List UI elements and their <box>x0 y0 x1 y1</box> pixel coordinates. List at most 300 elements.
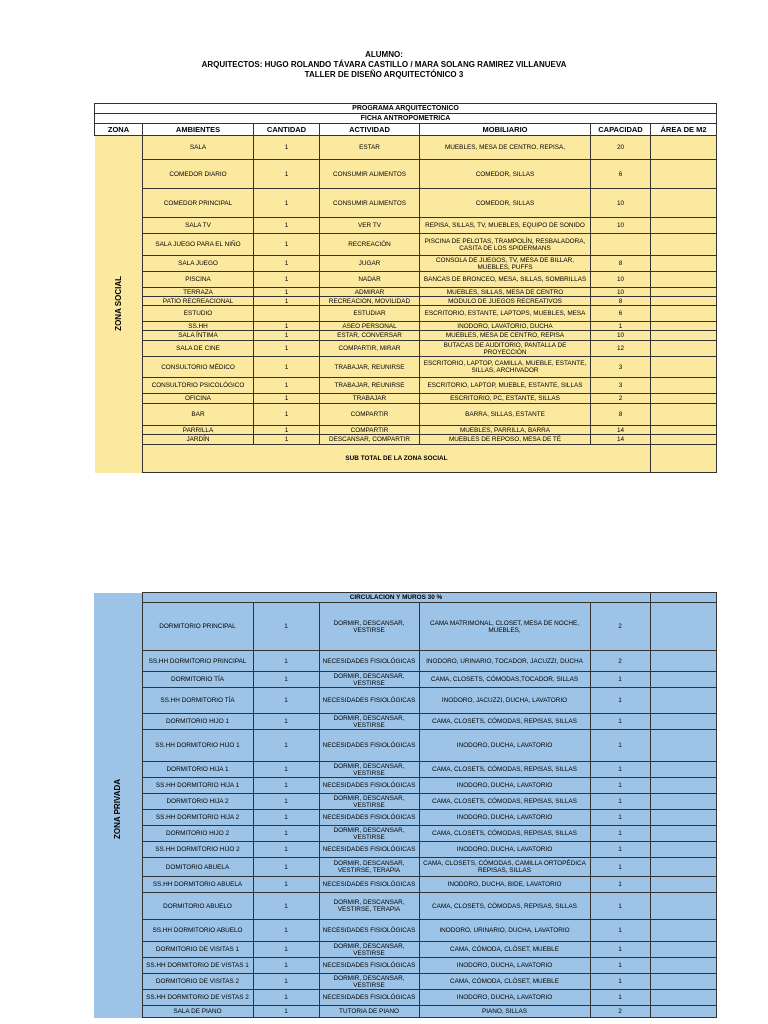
cantidad-cell: 1 <box>253 810 319 826</box>
ambiente-cell: CONSULTORIO PSICOLÓGICO <box>143 378 254 394</box>
actividad-cell: NECESIDADES FISIOLÓGICAS <box>319 990 419 1006</box>
actividad-cell: DORMIR, DESCANSAR, VESTIRSE <box>319 603 419 651</box>
table-row <box>94 826 716 842</box>
table-row <box>94 778 716 794</box>
area-cell <box>650 778 716 794</box>
ambiente-cell: ESTUDIO <box>143 306 254 322</box>
mobiliario-cell: CAMA, CÓMODA, CLÓSET, MUEBLE <box>419 974 590 990</box>
ambiente-cell: SS.HH DORMITORIO PRINCIPAL <box>142 651 253 672</box>
cantidad-cell: 1 <box>253 858 319 877</box>
actividad-cell: VER TV <box>320 218 420 234</box>
col-zona: ZONA <box>95 124 143 136</box>
actividad-cell: TRABAJAR <box>320 394 420 404</box>
capacidad-cell: 1 <box>590 958 650 974</box>
table-row <box>94 974 716 990</box>
capacidad-cell: 6 <box>591 160 651 189</box>
table-row <box>95 341 717 357</box>
cantidad-cell: 1 <box>254 322 320 331</box>
capacidad-cell: 1 <box>590 974 650 990</box>
mobiliario-cell: INODORO, DUCHA, LAVATORIO <box>419 730 590 762</box>
actividad-cell: RECREACION, MOVILIDAD <box>320 297 420 306</box>
capacidad-cell: 14 <box>591 435 651 445</box>
zone-label: ZONA SOCIAL <box>113 275 123 331</box>
table-row <box>94 893 716 920</box>
table-row <box>94 858 716 877</box>
ambiente-cell: DORMITORIO PRINCIPAL <box>142 603 253 651</box>
table-row <box>95 297 717 306</box>
cantidad-cell: 1 <box>253 826 319 842</box>
capacidad-cell: 1 <box>590 920 650 942</box>
actividad-cell: NECESIDADES FISIOLÓGICAS <box>319 877 419 893</box>
area-cell <box>651 341 717 357</box>
capacidad-cell: 1 <box>590 877 650 893</box>
actividad-cell: TRABAJAR, REUNIRSE <box>320 378 420 394</box>
zone-label: ZONA PRIVADA <box>113 779 123 839</box>
capacidad-cell: 2 <box>590 1006 650 1018</box>
area-cell <box>650 877 716 893</box>
cantidad-cell: 1 <box>253 842 319 858</box>
capacidad-cell: 1 <box>590 672 650 688</box>
cantidad-cell: 1 <box>254 136 320 160</box>
table-row <box>95 306 717 322</box>
cantidad-cell: 1 <box>253 651 319 672</box>
actividad-cell: NECESIDADES FISIOLÓGICAS <box>319 958 419 974</box>
cantidad-cell: 1 <box>253 893 319 920</box>
actividad-cell: ASEO PERSONAL <box>320 322 420 331</box>
cantidad-cell: 1 <box>253 778 319 794</box>
ambiente-cell: SS.HH DORMITORIO HIJA 1 <box>142 778 253 794</box>
capacidad-cell: 2 <box>591 394 651 404</box>
cantidad-cell <box>254 306 320 322</box>
cantidad-cell: 1 <box>254 378 320 394</box>
cantidad-cell: 1 <box>254 357 320 378</box>
capacidad-cell: 1 <box>590 714 650 730</box>
cantidad-cell: 1 <box>253 1006 319 1018</box>
ambiente-cell: COMEDOR PRINCIPAL <box>143 189 254 218</box>
mobiliario-cell: INODORO, URINARIO, TOCADOR, JACUZZI, DUCHA <box>419 651 590 672</box>
area-cell <box>650 826 716 842</box>
actividad-cell: CONSUMIR ALIMENTOS <box>320 160 420 189</box>
capacidad-cell: 10 <box>591 189 651 218</box>
table-row <box>94 762 716 778</box>
capacidad-cell: 1 <box>590 688 650 714</box>
table-row <box>95 218 717 234</box>
mobiliario-cell: INODORO, DUCHA, LAVATORIO <box>419 842 590 858</box>
area-cell <box>650 920 716 942</box>
table-row <box>94 958 716 974</box>
actividad-cell: RECREACIÓN <box>320 234 420 256</box>
table-row <box>94 730 716 762</box>
capacidad-cell: 1 <box>590 778 650 794</box>
capacidad-cell: 8 <box>591 404 651 426</box>
ambiente-cell: DORMITORIO HIJA 1 <box>142 762 253 778</box>
cantidad-cell: 1 <box>254 426 320 435</box>
subtotal-row <box>95 445 717 473</box>
area-cell <box>650 794 716 810</box>
circulation-row <box>94 593 716 603</box>
actividad-cell: DORMIR, DESCANSAR, VESTIRSE <box>319 794 419 810</box>
capacidad-cell: 1 <box>590 762 650 778</box>
ambiente-cell: OFICINA <box>143 394 254 404</box>
mobiliario-cell: INODORO, DUCHA, LAVATORIO <box>419 958 590 974</box>
actividad-cell: DORMIR, DESCANSAR, VESTIRSE <box>319 714 419 730</box>
ambiente-cell: DORMITORIO TÍA <box>142 672 253 688</box>
capacidad-cell: 8 <box>591 297 651 306</box>
mobiliario-cell: CAMA, CLOSETS, CÓMODAS, REPISAS, SILLAS <box>419 714 590 730</box>
capacidad-cell: 6 <box>591 306 651 322</box>
architects-line: ARQUITECTOS: HUGO ROLANDO TÁVARA CASTILLO / MARA SOLANG RAMIREZ VILLANUEVA <box>201 60 567 69</box>
capacidad-cell: 20 <box>591 136 651 160</box>
actividad-cell: NECESIDADES FISIOLÓGICAS <box>319 810 419 826</box>
area-cell <box>650 651 716 672</box>
capacidad-cell: 1 <box>590 990 650 1006</box>
area-cell <box>651 378 717 394</box>
mobiliario-cell: MUEBLES, MESA DE CENTRO, REPISA, <box>420 136 591 160</box>
ambiente-cell: DORMITORIO HIJO 2 <box>142 826 253 842</box>
table-row <box>95 136 717 160</box>
table-row <box>94 603 716 651</box>
area-cell <box>651 234 717 256</box>
mobiliario-cell: MUEBLES DE REPOSO, MESA DE TÉ <box>420 435 591 445</box>
table-row <box>94 877 716 893</box>
table-row <box>94 990 716 1006</box>
area-cell <box>651 331 717 341</box>
area-cell <box>651 189 717 218</box>
cantidad-cell: 1 <box>253 603 319 651</box>
cantidad-cell: 1 <box>253 958 319 974</box>
area-cell <box>650 603 716 651</box>
mobiliario-cell: CAMA, CLOSETS, CÓMODAS, REPISAS, SILLAS <box>419 794 590 810</box>
capacidad-cell: 2 <box>590 651 650 672</box>
ambiente-cell: DOMITORIO ABUELA <box>142 858 253 877</box>
actividad-cell: NECESIDADES FISIOLÓGICAS <box>319 730 419 762</box>
mobiliario-cell: INODORO, DUCHA, LAVATORIO <box>419 778 590 794</box>
table-row <box>95 322 717 331</box>
table-row <box>95 234 717 256</box>
area-cell <box>651 306 717 322</box>
cantidad-cell: 1 <box>253 730 319 762</box>
ambiente-cell: SS.HH DORMITORIO DE VISTAS 2 <box>142 990 253 1006</box>
cantidad-cell: 1 <box>253 990 319 1006</box>
cantidad-cell: 1 <box>254 272 320 288</box>
area-cell <box>650 714 716 730</box>
actividad-cell: DESCANSAR, COMPARTIR <box>320 435 420 445</box>
ambiente-cell: DORMITORIO ABUELO <box>142 893 253 920</box>
student-label: ALUMNO: <box>365 50 403 59</box>
mobiliario-cell: BARRA, SILLAS, ESTANTE <box>420 404 591 426</box>
mobiliario-cell: BANCAS DE BRONCEO, MESA, SILLAS, SOMBRILLAS <box>420 272 591 288</box>
ambiente-cell: DORMITORIO HIJA 2 <box>142 794 253 810</box>
subtotal-label: SUB TOTAL DE LA ZONA SOCIAL <box>143 445 651 473</box>
actividad-cell: DORMIR, DESCANSAR, VESTIRSE <box>319 826 419 842</box>
header <box>0 50 768 80</box>
mobiliario-cell: CAMA, CLOSETS, CÓMODAS,TOCADOR, SILLAS <box>419 672 590 688</box>
actividad-cell: DORMIR, DESCANSAR, VESTIRSE <box>319 672 419 688</box>
ambiente-cell: SS.HH DORMITORIO ABUELO <box>142 920 253 942</box>
ambiente-cell: SALA TV <box>143 218 254 234</box>
table-row <box>94 842 716 858</box>
table-row <box>95 404 717 426</box>
col-cantidad: CANTIDAD <box>254 124 320 136</box>
table-row <box>94 651 716 672</box>
col-mobiliario: MOBILIARIO <box>420 124 591 136</box>
ambiente-cell: SS.HH DORMITORIO HIJA 2 <box>142 810 253 826</box>
area-cell <box>650 974 716 990</box>
area-cell <box>651 297 717 306</box>
actividad-cell: COMPARTIR, MIRAR <box>320 341 420 357</box>
ambiente-cell: DORMITORIO DE VISITAS 2 <box>142 974 253 990</box>
cantidad-cell: 1 <box>254 218 320 234</box>
capacidad-cell: 10 <box>591 272 651 288</box>
actividad-cell: JUGAR <box>320 256 420 272</box>
area-cell <box>650 958 716 974</box>
area-cell <box>650 1006 716 1018</box>
ambiente-cell: SS.HH DORMITORIO DE VISTAS 1 <box>142 958 253 974</box>
area-cell <box>650 858 716 877</box>
area-cell <box>651 256 717 272</box>
actividad-cell: NECESIDADES FISIOLÓGICAS <box>319 688 419 714</box>
area-cell <box>650 672 716 688</box>
cantidad-cell: 1 <box>253 688 319 714</box>
actividad-cell: NECESIDADES FISIOLÓGICAS <box>319 920 419 942</box>
capacidad-cell: 12 <box>591 341 651 357</box>
cantidad-cell: 1 <box>253 974 319 990</box>
actividad-cell: NECESIDADES FISIOLÓGICAS <box>319 651 419 672</box>
table-row <box>95 435 717 445</box>
table-row <box>95 272 717 288</box>
area-cell <box>651 426 717 435</box>
capacidad-cell: 3 <box>591 357 651 378</box>
mobiliario-cell: CAMA, CLOSETS, CÓMODAS, REPISAS, SILLAS <box>419 893 590 920</box>
mobiliario-cell: COMEDOR, SILLAS <box>420 189 591 218</box>
cantidad-cell: 1 <box>254 189 320 218</box>
actividad-cell: NADAR <box>320 272 420 288</box>
capacidad-cell: 1 <box>591 322 651 331</box>
cantidad-cell: 1 <box>253 920 319 942</box>
table-row <box>95 331 717 341</box>
ambiente-cell: TERRAZA <box>143 288 254 297</box>
cantidad-cell: 1 <box>253 672 319 688</box>
actividad-cell: DORMIR, DESCANSAR, VESTIRSE, TERAPIA <box>319 858 419 877</box>
area-cell <box>651 272 717 288</box>
table-row <box>94 672 716 688</box>
table-row <box>95 357 717 378</box>
capacidad-cell <box>591 234 651 256</box>
ambiente-cell: SALA ÍNTIMA <box>143 331 254 341</box>
subtotal-area <box>651 445 717 473</box>
ambiente-cell: DORMITORIO DE VISITAS 1 <box>142 942 253 958</box>
ambiente-cell: SALA DE PIANO <box>142 1006 253 1018</box>
actividad-cell: TRABAJAR, REUNIRSE <box>320 357 420 378</box>
mobiliario-cell: CAMA, CLOSETS, CÓMODAS, CAMILLA ORTOPÉDICA REPISAS, SILLAS <box>419 858 590 877</box>
mobiliario-cell: CAMA MATRIMONAL, CLOSET, MESA DE NOCHE, MUEBLES, <box>419 603 590 651</box>
col-actividad: ACTIVIDAD <box>320 124 420 136</box>
course-line: TALLER DE DISEÑO ARQUITECTÓNICO 3 <box>304 70 464 79</box>
mobiliario-cell: PIANO, SILLAS <box>419 1006 590 1018</box>
table-row <box>94 1006 716 1018</box>
table-row <box>95 394 717 404</box>
ambiente-cell: COMEDOR DIARIO <box>143 160 254 189</box>
table-row <box>94 942 716 958</box>
cantidad-cell: 1 <box>254 404 320 426</box>
ambiente-cell: JARDÍN <box>143 435 254 445</box>
ambiente-cell: SS.HH DORMITORIO HIJO 2 <box>142 842 253 858</box>
area-cell <box>651 322 717 331</box>
capacidad-cell: 10 <box>591 331 651 341</box>
circulation-area <box>650 593 716 603</box>
area-cell <box>651 288 717 297</box>
capacidad-cell: 10 <box>591 288 651 297</box>
ambiente-cell: CONSULTORIO MÉDICO <box>143 357 254 378</box>
area-cell <box>650 688 716 714</box>
mobiliario-cell: ESCRITORIO, LAPTOP, MUEBLE, ESTANTE, SILLAS <box>420 378 591 394</box>
ambiente-cell: SS.HH <box>143 322 254 331</box>
ambiente-cell: SS.HH DORMITORIO HIJO 1 <box>142 730 253 762</box>
zone-label-cell <box>94 603 142 1018</box>
mobiliario-cell: PISCINA DE PELOTAS, TRAMPOLÍN, RESBALADORA, CASITA DE LOS SPIDERMANS <box>420 234 591 256</box>
capacidad-cell: 1 <box>590 842 650 858</box>
mobiliario-cell: ESCRITORIO, ESTANTE, LAPTOPS, MUEBLES, MESA <box>420 306 591 322</box>
mobiliario-cell: INODORO, URINARIO, DUCHA, LAVATORIO <box>419 920 590 942</box>
cantidad-cell: 1 <box>253 714 319 730</box>
zone-label-cell <box>95 136 143 473</box>
zone-spacer <box>94 593 142 603</box>
cantidad-cell: 1 <box>253 762 319 778</box>
actividad-cell: ESTAR <box>320 136 420 160</box>
area-cell <box>651 404 717 426</box>
actividad-cell: DORMIR, DESCANSAR, VESTIRSE <box>319 762 419 778</box>
mobiliario-cell: MUEBLES, SILLAS, MESA DE CENTRO <box>420 288 591 297</box>
ambiente-cell: PATIO RECREACIONAL <box>143 297 254 306</box>
table-row <box>95 189 717 218</box>
capacidad-cell: 3 <box>591 378 651 394</box>
table-row <box>94 714 716 730</box>
table-row <box>94 794 716 810</box>
area-cell <box>651 394 717 404</box>
mobiliario-cell: COMEDOR, SILLAS <box>420 160 591 189</box>
cantidad-cell: 1 <box>254 341 320 357</box>
area-cell <box>650 942 716 958</box>
cantidad-cell: 1 <box>254 160 320 189</box>
mobiliario-cell: BUTACAS DE AUDITORIO, PANTALLA DE PROYECCIÓN <box>420 341 591 357</box>
actividad-cell: ESTAR, CONVERSAR <box>320 331 420 341</box>
area-cell <box>650 762 716 778</box>
col-area: ÁREA DE M2 <box>651 124 717 136</box>
capacidad-cell: 14 <box>591 426 651 435</box>
capacidad-cell: 8 <box>591 256 651 272</box>
capacidad-cell: 2 <box>590 603 650 651</box>
actividad-cell: DORMIR, DESCANSAR, VESTIRSE <box>319 942 419 958</box>
mobiliario-cell: MUEBLES, PARRILLA, BARRA <box>420 426 591 435</box>
mobiliario-cell: INODORO, LAVATORIO, DUCHA <box>420 322 591 331</box>
actividad-cell: DORMIR, DESCANSAR, VESTIRSE, TERAPIA <box>319 893 419 920</box>
area-cell <box>650 730 716 762</box>
actividad-cell: ESTUDIAR <box>320 306 420 322</box>
mobiliario-cell: INODORO, DUCHA, LAVATORIO <box>419 810 590 826</box>
capacidad-cell: 1 <box>590 730 650 762</box>
cantidad-cell: 1 <box>253 942 319 958</box>
actividad-cell: DORMIR, DESCANSAR, VESTIRSE <box>319 974 419 990</box>
cantidad-cell: 1 <box>254 394 320 404</box>
mobiliario-cell: ESCRITORIO, LAPTOP, CAMILLA, MUEBLE, ESTANTE, SILLAS, ARCHIVADOR <box>420 357 591 378</box>
area-cell <box>650 893 716 920</box>
ambiente-cell: SALA DE CINE <box>143 341 254 357</box>
area-cell <box>651 160 717 189</box>
table-row <box>95 256 717 272</box>
mobiliario-cell: INODORO, JACUZZI, DUCHA, LAVATORIO <box>419 688 590 714</box>
ambiente-cell: PISCINA <box>143 272 254 288</box>
table-row <box>95 288 717 297</box>
actividad-cell: ADMIRAR <box>320 288 420 297</box>
capacidad-cell: 10 <box>591 218 651 234</box>
actividad-cell: COMPARTIR <box>320 404 420 426</box>
col-ambientes: AMBIENTES <box>143 124 254 136</box>
actividad-cell: NECESIDADES FISIOLÓGICAS <box>319 842 419 858</box>
mobiliario-cell: CAMA, CÓMODA, CLÓSET, MUEBLE <box>419 942 590 958</box>
mobiliario-cell: CAMA, CLOSETS, CÓMODAS, REPISAS, SILLAS <box>419 826 590 842</box>
sheet-subtitle: FICHA ANTROPOMETRICA <box>95 114 717 124</box>
mobiliario-cell: MUEBLES, MESA DE CENTRO, REPISA <box>420 331 591 341</box>
actividad-cell: NECESIDADES FISIOLÓGICAS <box>319 778 419 794</box>
area-cell <box>651 218 717 234</box>
table-row <box>94 810 716 826</box>
cantidad-cell: 1 <box>254 256 320 272</box>
table-row <box>94 920 716 942</box>
actividad-cell: TUTORIA DE PIANO <box>319 1006 419 1018</box>
ambiente-cell: PARRILLA <box>143 426 254 435</box>
table-row <box>95 160 717 189</box>
ambiente-cell: SALA <box>143 136 254 160</box>
area-cell <box>650 810 716 826</box>
cantidad-cell: 1 <box>254 331 320 341</box>
ambiente-cell: SALA JUEGO PARA EL NIÑO <box>143 234 254 256</box>
capacidad-cell: 1 <box>590 858 650 877</box>
capacidad-cell: 1 <box>590 893 650 920</box>
cantidad-cell: 1 <box>254 288 320 297</box>
ambiente-cell: BAR <box>143 404 254 426</box>
area-cell <box>651 136 717 160</box>
capacidad-cell: 1 <box>590 826 650 842</box>
capacidad-cell: 1 <box>590 794 650 810</box>
capacidad-cell: 1 <box>590 942 650 958</box>
cantidad-cell: 1 <box>254 435 320 445</box>
ambiente-cell: SALA JUEGO <box>143 256 254 272</box>
cantidad-cell: 1 <box>254 234 320 256</box>
table-row <box>95 426 717 435</box>
capacidad-cell: 1 <box>590 810 650 826</box>
mobiliario-cell: INODORO, DUCHA, LAVATORIO <box>419 990 590 1006</box>
cantidad-cell: 1 <box>254 297 320 306</box>
mobiliario-cell: MODULO DE JUEGOS RECREATIVOS <box>420 297 591 306</box>
cantidad-cell: 1 <box>253 794 319 810</box>
social-zone-table <box>94 103 717 473</box>
ambiente-cell: SS.HH DORMITORIO TÍA <box>142 688 253 714</box>
mobiliario-cell: INODORO, DUCHA, BIDE, LAVATORIO <box>419 877 590 893</box>
cantidad-cell: 1 <box>253 877 319 893</box>
col-capacidad: CAPACIDAD <box>591 124 651 136</box>
mobiliario-cell: REPISA, SILLAS, TV, MUEBLES, EQUIPO DE SONIDO <box>420 218 591 234</box>
area-cell <box>650 842 716 858</box>
table-row <box>95 378 717 394</box>
mobiliario-cell: CONSOLA DE JUEGOS, TV, MESA DE BILLAR, MUEBLES, PUFFS <box>420 256 591 272</box>
mobiliario-cell: CAMA, CLOSETS, CÓMODAS, REPISAS, SILLAS <box>419 762 590 778</box>
program-title: PROGRAMA ARQUITECTONICO <box>95 104 717 114</box>
private-zone-table <box>94 592 717 1018</box>
mobiliario-cell: ESCRITORIO, PC, ESTANTE, SILLAS <box>420 394 591 404</box>
ambiente-cell: DORMITORIO HIJO 1 <box>142 714 253 730</box>
circulation-label: CIRCULACION Y MUROS 30 % <box>142 593 650 603</box>
area-cell <box>651 357 717 378</box>
